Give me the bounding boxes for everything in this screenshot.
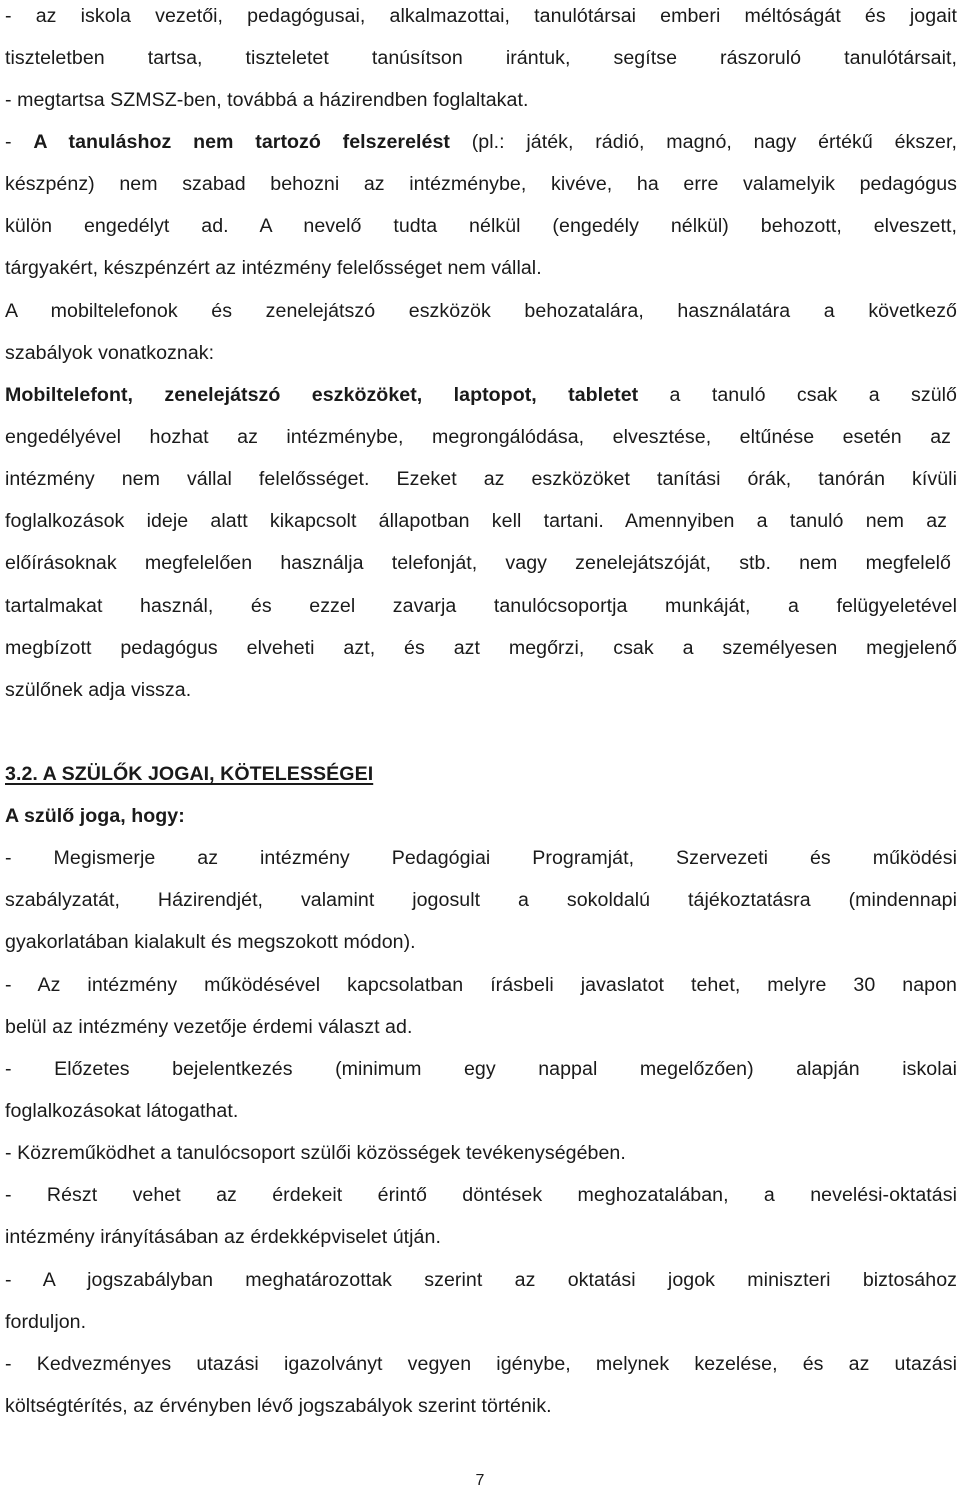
text-line: készpénz) nem szabad behozni az intézménybe, kivéve, ha erre valamelyik pedagógus — [5, 173, 957, 195]
text-span: - — [5, 131, 34, 153]
text-line: szabályzatát, Házirendjét, valamint jogosult a sokoldalú tájékoztatásra (mindennapi — [5, 889, 957, 911]
text-line: engedélyével hozhat az intézménybe, megrongálódása, elvesztése, eltűnése esetén az — [5, 426, 951, 448]
text-line: foglalkozások ideje alatt kikapcsolt állapotban kell tartani. Amennyiben a tanuló nem az — [5, 510, 947, 532]
text-line: foglalkozásokat látogathat. — [5, 1100, 239, 1122]
text-line: tiszteletben tartsa, tiszteletet tanúsítson irántuk, segítse rászoruló tanulótársait, — [5, 47, 957, 69]
text-line: szabályok vonatkoznak: — [5, 342, 215, 364]
text-line: - az iskola vezetői, pedagógusai, alkalmazottai, tanulótársai emberi méltóságát és jogait — [5, 5, 957, 27]
text-line: - Megismerje az intézmény Pedagógiai Programját, Szervezeti és működési — [5, 847, 957, 869]
text-line: belül az intézmény vezetője érdemi választ ad. — [5, 1016, 413, 1038]
text-line: - Az intézmény működésével kapcsolatban írásbeli javaslatot tehet, melyre 30 napon — [5, 974, 957, 996]
text-line: - Közreműködhet a tanulócsoport szülői közösségek tevékenységében. — [5, 1142, 626, 1164]
text-line: költségtérítés, az érvényben lévő jogszabályok szerint történik. — [5, 1395, 552, 1417]
bold-text: A tanuláshoz nem tartozó felszerelést — [33, 131, 450, 153]
text-line: szülőnek adja vissza. — [5, 679, 192, 701]
text-line: - Kedvezményes utazási igazolványt vegyen igénybe, melynek kezelése, és az utazási — [5, 1353, 957, 1375]
text-line — [5, 129, 957, 155]
text-line: gyakorlatában kialakult és megszokott módon). — [5, 931, 416, 953]
text-line: előírásoknak megfelelően használja telefonját, vagy zenelejátszóját, stb. nem megfelelő — [5, 552, 951, 574]
text-line: - Előzetes bejelentkezés (minimum egy nappal megelőzően) alapján iskolai — [5, 1058, 957, 1080]
text-span: a tanuló csak a szülő — [638, 384, 957, 406]
section-heading: 3.2. A SZÜLŐK JOGAI, KÖTELESSÉGEI — [5, 763, 374, 785]
text-line — [5, 382, 957, 408]
text-line: külön engedélyt ad. A nevelő tudta nélkül (engedély nélkül) behozott, elveszett, — [5, 215, 957, 237]
text-line: intézmény irányításában az érdekképviselet útján. — [5, 1226, 441, 1248]
text-line: - Részt vehet az érdekeit érintő döntések meghozatalában, a nevelési-oktatási — [5, 1184, 957, 1206]
text-line: intézmény nem vállal felelősséget. Ezeket az eszközöket tanítási órák, tanórán kívüli — [5, 468, 957, 490]
text-span: (pl.: játék, rádió, magnó, nagy értékű ékszer, — [449, 131, 957, 153]
bold-text: Mobiltelefont, zenelejátszó eszközöket, laptopot, tabletet — [5, 384, 639, 406]
subheading: A szülő joga, hogy: — [5, 805, 185, 827]
text-line: tárgyakért, készpénzért az intézmény felelősséget nem vállal. — [5, 257, 542, 279]
text-line: megbízott pedagógus elveheti azt, és azt megőrzi, csak a személyesen megjelenő — [5, 637, 957, 659]
text-line: - megtartsa SZMSZ-ben, továbbá a házirendben foglaltakat. — [5, 89, 529, 111]
text-line: tartalmakat használ, és ezzel zavarja tanulócsoportja munkáját, a felügyeletével — [5, 595, 957, 617]
text-line: A mobiltelefonok és zenelejátszó eszközök behozatalára, használatára a következő — [5, 300, 957, 322]
text-line: - A jogszabályban meghatározottak szerint az oktatási jogok miniszteri biztosához — [5, 1269, 957, 1291]
text-line: forduljon. — [5, 1311, 87, 1333]
page-number: 7 — [475, 1472, 485, 1489]
